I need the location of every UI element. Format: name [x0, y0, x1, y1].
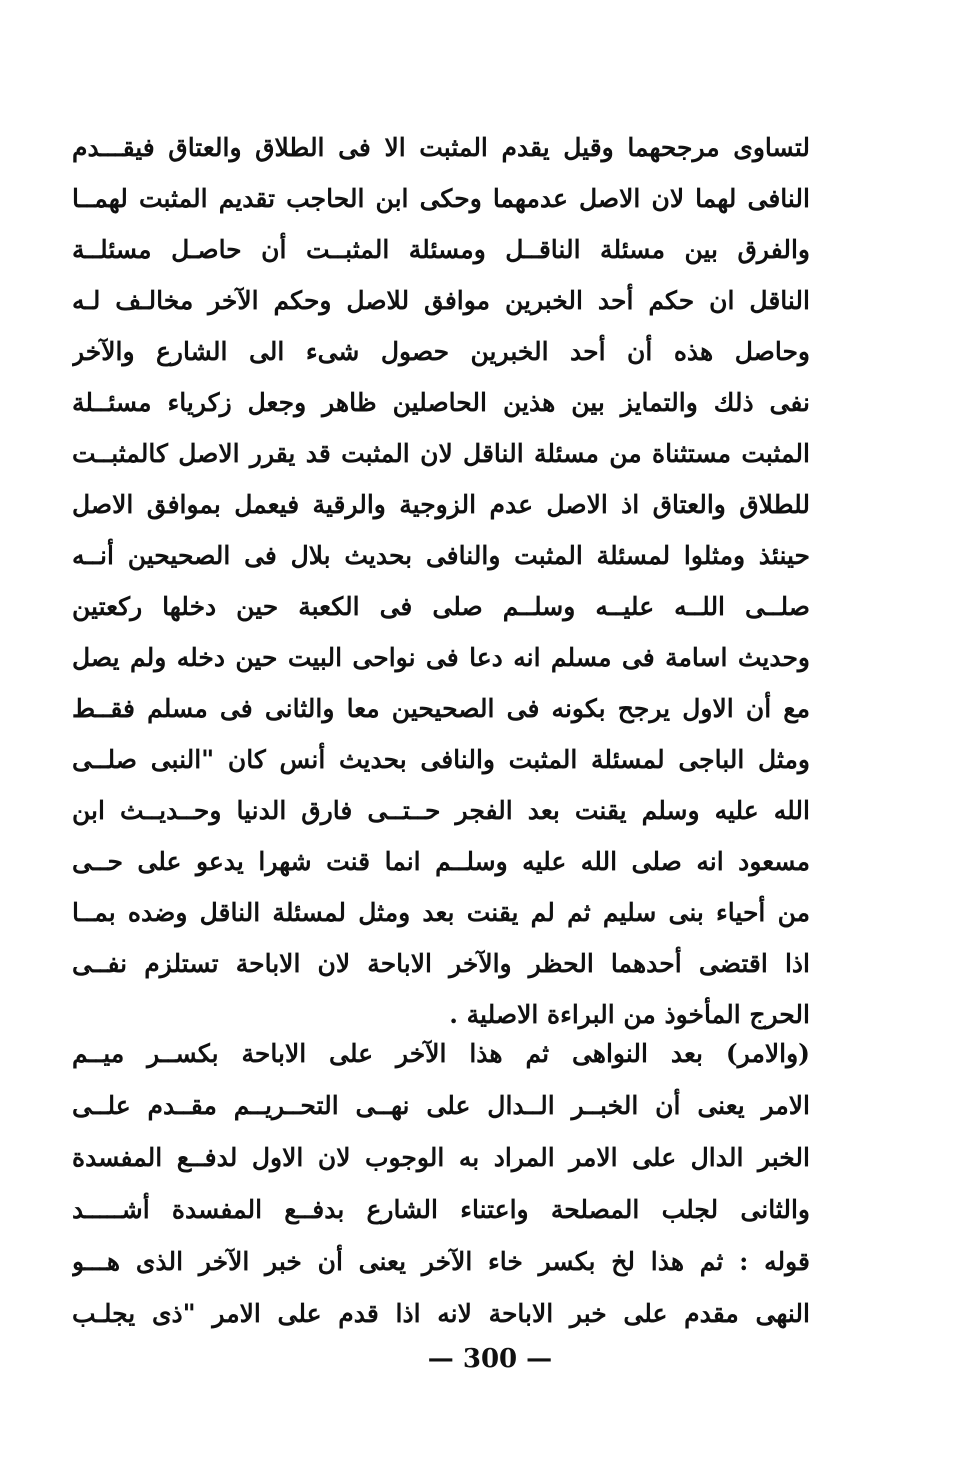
text-line: مسعود انه صلى الله عليه وسلــم انما قنت شهرا يدعو على حــى: [72, 847, 810, 876]
text-line: الناقل ان حكم أحد الخبرين موافق للاصل وحكم الآخر مخالـف لـه: [72, 286, 810, 315]
page-number: — 300 —: [427, 1344, 553, 1374]
text-line: الامر يعنى أن الخبــر الــدال على نهــى التحــريــم مقــدم علــى: [72, 1091, 810, 1120]
text-line: المثبت مستثناة من مسئلة الناقل لان المثبت قد يقرر الاصل كالمثبــت: [72, 439, 810, 468]
text-line: نفى ذلك والتمايز بين هذين الحاصلين ظاهر وجعل زكرياء مسئــلة: [72, 388, 810, 417]
text-line: الله عليه وسلم يقنت بعد الفجر حــتــى فارق الدنيا وحــديــث ابن: [72, 796, 810, 825]
text-line: اذا اقتضى أحدهما الحظر والآخر الاباحة لان الاباحة تستلزم نفــى: [72, 949, 810, 978]
text-line: (والامر) بعد النواهى ثم هذا الآخر على الاباحة بكســر ميــم: [72, 1039, 810, 1068]
paragraph-1: [72, 122, 810, 1040]
paragraph-2: [72, 1028, 810, 1340]
text-line: حينئذ ومثلوا لمسئلة المثبت والنافى بحديث بلال فى الصحيحين أنــه: [72, 541, 810, 570]
text-line: مع أن الاول يرجح بكونه فى الصحيحين معا والثانى فى مسلم فقــط: [72, 694, 810, 723]
text-line: للطلاق والعتاق اذ الاصل عدم الزوجية والرقية فيعمل بموافق الاصل: [72, 490, 810, 519]
text-line: الحرج المأخوذ من البراءة الاصلية .: [449, 1000, 810, 1029]
text-line: من أحياء بنى سليم ثم لم يقنت بعد ومثل لمسئلة الناقل وضده بمــا: [72, 898, 810, 927]
text-line: ومثل الباجى لمسئلة المثبت والنافى بحديث أنس كان "النبى صلــى: [72, 745, 810, 774]
text-line: قوله : ثم هذا لخ بكسر خاء الآخر يعنى أن خبر الآخر الذى هـــو: [72, 1247, 810, 1276]
text-line: وحاصل هذه أن أحد الخبرين حصول شىء الى الشارع والآخر: [72, 337, 810, 366]
text-line: والثانى لجلب المصلحة واعتناء الشارع بدفــع المفسدة أشـــــد: [72, 1195, 810, 1224]
text-line: النافى لهما لان الاصل عدمهما وحكى ابن الحاجب تقديم المثبت لهمــا: [72, 184, 810, 213]
text-line: وحديث اسامة فى مسلم انه دعا فى نواحى البيت حين دخله ولم يصل: [72, 643, 810, 672]
text-line: والفرق بين مسئلة الناقــل ومسئلة المثبــت أن حاصـل مسئلــة: [72, 235, 810, 264]
text-line: الخبر الدال على الامر المراد به الوجوب لان الاول لدفــع المفسدة: [72, 1143, 810, 1172]
text-line: النهى مقدم على خبر الاباحة لانه اذا قدم على الامر "ذى يجلـب: [72, 1299, 810, 1328]
text-line: صلــى اللــه عليــه وسلــم صلى فى الكعبة حين دخلها ركعتين: [72, 592, 810, 621]
text-line: لتساوى مرجحهما وقيل يقدم المثبت الا فى الطلاق والعتاق فيقـــدم: [72, 133, 810, 162]
